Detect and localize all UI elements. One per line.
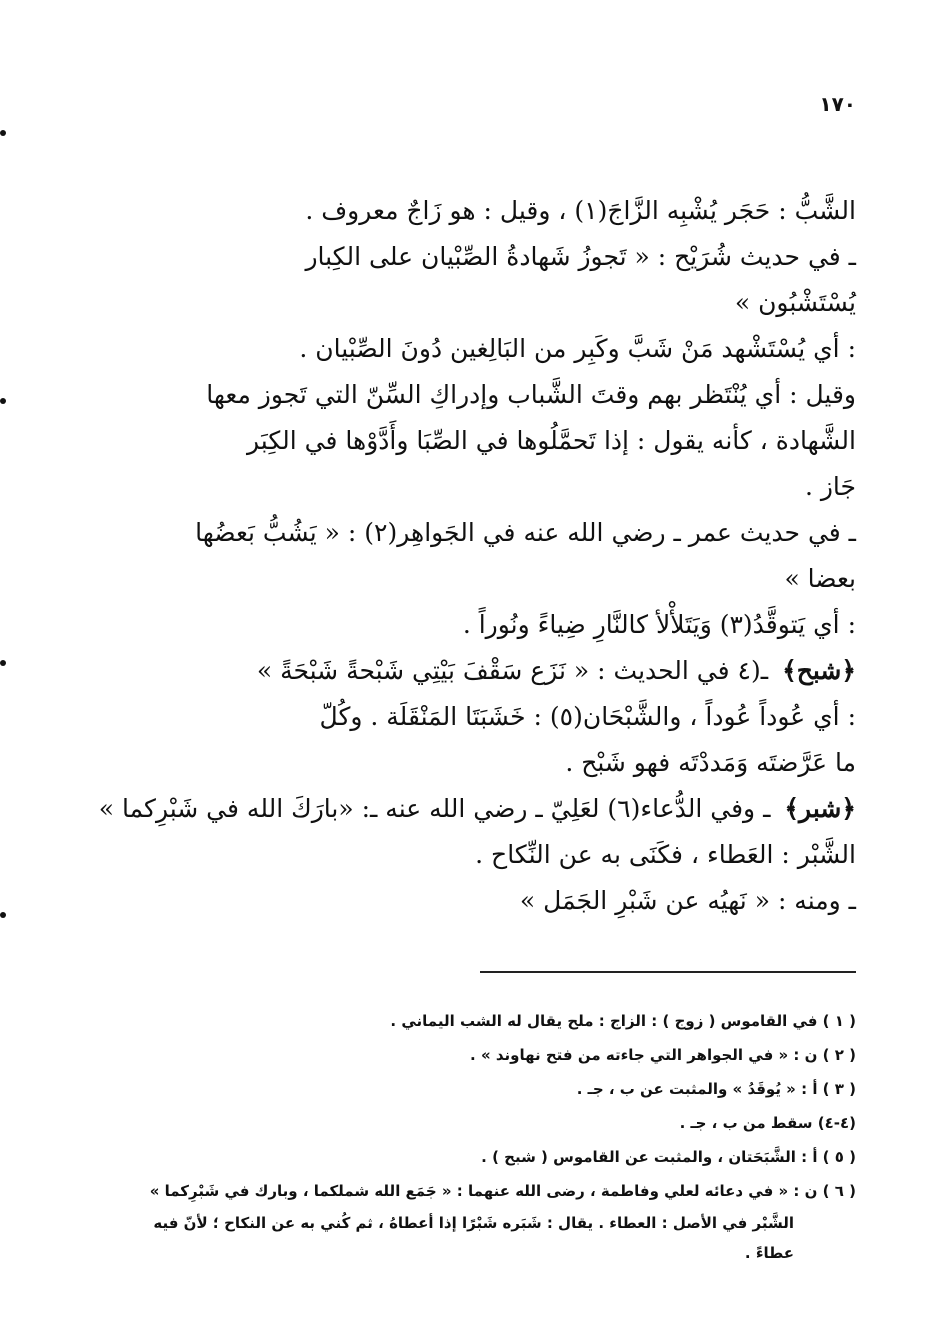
text-line: ما عَرَّضتَه وَمَددْتَه فهو شَبْح . xyxy=(565,748,856,777)
text-line: ـ في حديث عمر ـ رضي الله عنه في الجَواهِر(٢) : « يَشُبُّ بَعضُها xyxy=(195,518,856,547)
headword-shabh: ﴿شبح﴾ xyxy=(782,656,856,685)
text-line: ـ في حديث شُرَيْح : « تَجوزُ شَهادةُ الصِّبْيان على الكِبار xyxy=(305,242,856,271)
footnote-5: ( ٥ ) أ : الشَّبَحَتان ، والمثبت عن القاموس ( شبح ) . xyxy=(481,1148,856,1166)
footnote-divider xyxy=(480,971,856,973)
text-line: ـ(٤ في الحديث : « نَزَع سَقْفَ بَيْتِي شَبْحةً شَبْحَةً » xyxy=(256,656,769,685)
text-line: ـ وفي الدُّعاء(٦) لعَلِيّ ـ رضي الله عنه ـ: «بارَكَ الله في شَبْرِكما » xyxy=(98,794,771,823)
page-number: ١٧٠ xyxy=(819,92,856,116)
entry-line-shabr xyxy=(96,786,856,832)
entry-body xyxy=(96,188,856,924)
text-line: بعضا » xyxy=(784,564,856,593)
text-line: وقيل : أي يُنْتَظر بهم وقتَ الشَّباب وإدراكِ السِّنّ التي تَجوز معها xyxy=(206,380,856,409)
text-line: : أي عُوداً عُوداً ، والشَّبْحَان(٥) : خَشَبَتَا المَنْقَلَة . وكُلّ xyxy=(319,702,856,731)
margin-mark-4 xyxy=(0,912,6,918)
text-line: ـ ومنه : « نَهيُه عن شَبْرِ الجَمَل » xyxy=(519,886,856,915)
footnote-2: ( ٢ ) ن : « في الجواهر التي جاءته من فتح نهاوند » . xyxy=(470,1046,856,1064)
text-line: يُسْتَشْبُون » xyxy=(734,288,856,317)
headword-shabr: ﴿شبر﴾ xyxy=(784,794,856,823)
margin-mark-1 xyxy=(0,130,6,136)
entry-line-shabh xyxy=(96,648,856,694)
footnote-6: ( ٦ ) ن : « في دعائه لعلي وفاطمة ، رضى الله عنهما : « جَمَع الله شملكما ، وبارك في شَبْرِكما » xyxy=(149,1182,856,1200)
footnote-6-end: عطاءً . xyxy=(744,1244,794,1262)
footnotes xyxy=(110,1004,856,1268)
footnote-3: ( ٣ ) أ : « يُوقَدُ » والمثبت عن ب ، جـ . xyxy=(576,1080,856,1098)
margin-mark-3 xyxy=(0,660,6,666)
text-line: جَاز . xyxy=(804,472,856,501)
text-line: الشَّهادة ، كأنه يقول : إذا تَحمَّلُوها في الصِّبَا وأَدَّوْها في الكِبَر xyxy=(247,426,856,455)
footnote-1: ( ١ ) في القاموس ( زوج ) : الزاج : ملح يقال له الشب اليماني . xyxy=(390,1012,856,1030)
text-line: الشَّبُّ : حَجَر يُشْبِه الزَّاجَ(١) ، وقيل : هو زَاجٌ معروف . xyxy=(305,196,856,225)
text-line: الشَّبْر : العَطاء ، فكَنَى به عن النِّكاح . xyxy=(475,840,856,869)
text-line: : أي يَتوقَّدُ(٣) وَيَتَلأْلأ كالنَّارِ ضِياءً ونُوراً . xyxy=(462,610,856,639)
margin-mark-2 xyxy=(0,398,6,404)
footnote-4: (٤-٤) سقط من ب ، جـ . xyxy=(679,1114,856,1132)
text-line: : أي يُسْتَشْهد مَنْ شَبَّ وكَبِر من البَالِغين دُونَ الصِّبْيان . xyxy=(299,334,856,363)
footnote-6-continued: الشَّبْر في الأصل : العطاء . يقال : شَبَره شَبْرًا إذا أعطاهُ ، ثم كُني به عن النكاح ؛ لأنّ فيه xyxy=(153,1214,794,1232)
